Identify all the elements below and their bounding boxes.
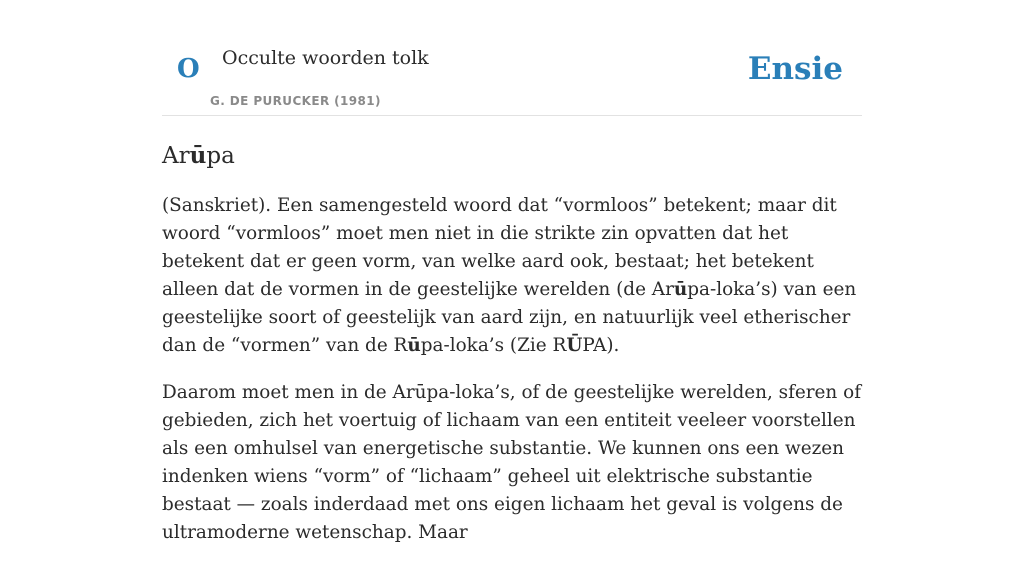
entry-title — [162, 141, 862, 171]
entry-body — [162, 192, 862, 547]
entry-title-part: pa — [206, 143, 235, 169]
dictionary-author: G. DE PURUCKER (1981) — [210, 94, 381, 108]
paragraph-text-bold: Ū — [566, 335, 583, 356]
paragraph-text: pa-loka’s (Zie R — [420, 335, 567, 356]
entry-title-part: Ar — [162, 143, 190, 169]
paragraph-text-bold: ū — [407, 335, 421, 356]
entry-paragraph-1 — [162, 192, 862, 360]
entry-title-part-bold: ū — [189, 142, 207, 169]
content-container — [162, 0, 862, 566]
ensie-logo[interactable]: Ensie — [747, 51, 843, 87]
entry-paragraph-2: Daarom moet men in de Arūpa-loka’s, of de geestelijke werelden, sferen of gebieden, zich het voertuig of lichaam van een entiteit veeleer voorstellen als een omhulsel van energetische substantie. We kunnen ons een wezen indenken wiens “vorm” of “lichaam” geheel uit elektrische substantie bestaat — zoals inderdaad met ons eigen lichaam het geval is volgens de ultramoderne wetenschap. Maar — [162, 382, 862, 543]
paragraph-text: PA). — [582, 335, 620, 356]
paragraph-text: pa-loka’s) van een geestelijke soort of geestelijk van aard zijn, en natuurlijk veel etherischer dan de “vormen” van de R — [162, 279, 857, 356]
dictionary-title[interactable]: Occulte woorden tolk — [222, 47, 429, 69]
dictionary-header — [162, 0, 862, 116]
paragraph-text: (Sanskriet). Een samengesteld woord dat “vormloos” betekent; maar dit woord “vormloos” moet men niet in die strikte zin opvatten dat het betekent dat er geen vorm, van welke aard ook, bestaat; het betekent alleen dat de vormen in de geestelijke werelden (de Ar — [162, 195, 837, 300]
letter-index-link[interactable]: O — [177, 54, 200, 84]
paragraph-text-bold: ū — [673, 279, 688, 300]
